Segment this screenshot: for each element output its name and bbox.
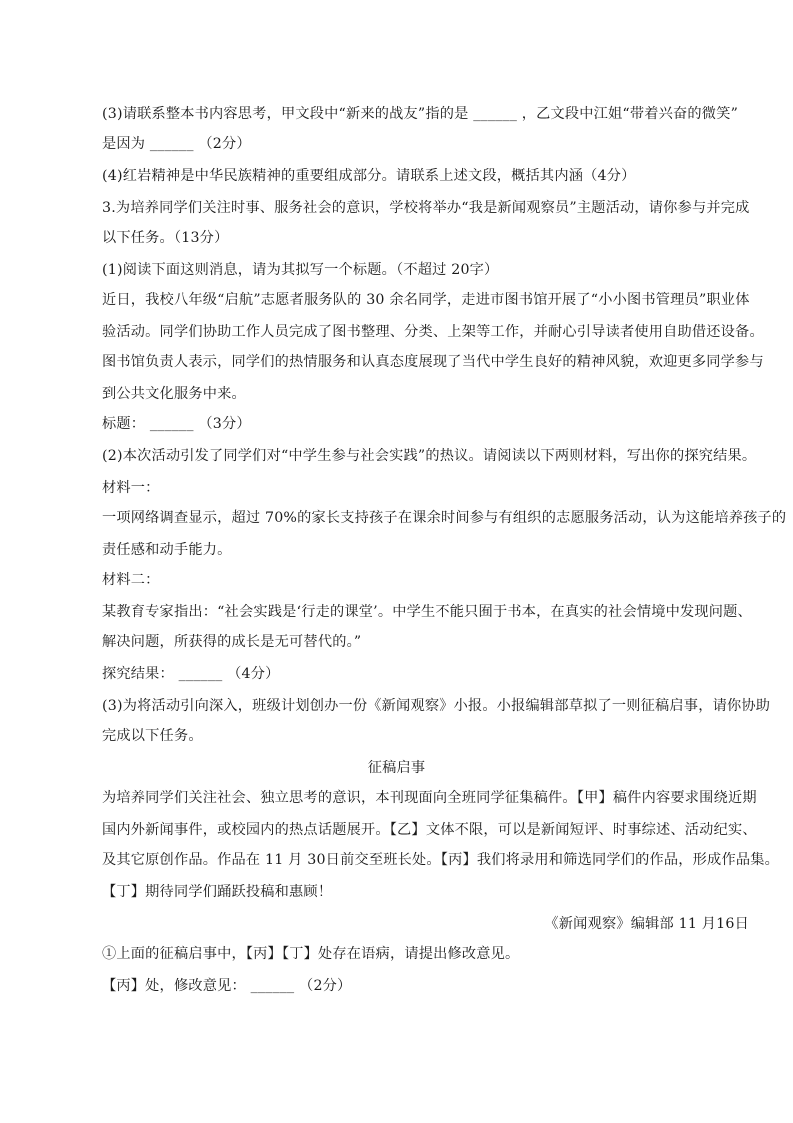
material-1-line-1: 一项网络调查显示，超过 70%的家长支持孩子在课余时间参与有组织的志愿服务活动，认为这能培养孩子的 bbox=[102, 510, 787, 526]
task-1-answer-line: 【丙】处，修改意见： ______ （2分） bbox=[102, 978, 352, 994]
news-paragraph-line-3: 图书馆负责人表示，同学们的热情服务和认真态度展现了当代中学生良好的精神风貌，欢迎更多同学参与 bbox=[102, 354, 764, 370]
explore-answer-line: 探究结果： ______ （4分） bbox=[102, 666, 280, 682]
question-3-3-line-2: 是因为 ______ （2分） bbox=[102, 136, 251, 152]
notice-line-3: 及其它原创作品。作品在 11 月 30日前交至班长处。【丙】我们将录用和筛选同学们的作品，形成作品集。 bbox=[102, 852, 779, 868]
material-2-line-1: 某教育专家指出：“社会实践是‘行走的课堂’。中学生不能只囿于书本，在真实的社会情境中发现问题、 bbox=[102, 604, 752, 620]
notice-title: 征稿启事 bbox=[367, 760, 426, 776]
news-paragraph-line-2: 验活动。同学们协助工作人员完成了图书整理、分类、上架等工作，并耐心引导读者使用自助借还设备。 bbox=[102, 324, 764, 340]
news-paragraph-line-4: 到公共文化服务中来。 bbox=[102, 386, 246, 402]
title-answer-line: 标题： ______ （3分） bbox=[102, 416, 251, 432]
subquestion-2-prompt: (2)本次活动引发了同学们对“中学生参与社会实践”的热议。请阅读以下两则材料，写出你的探究结果。 bbox=[102, 448, 757, 464]
material-2-label: 材料二： bbox=[102, 572, 160, 588]
subquestion-3-line-1: (3)为将活动引向深入，班级计划创办一份《新闻观察》小报。小报编辑部草拟了一则征稿启事，请你协助 bbox=[102, 698, 771, 714]
notice-line-1: 为培养同学们关注社会、独立思考的意识，本刊现面向全班同学征集稿件。【甲】稿件内容要求围绕近期 bbox=[102, 790, 757, 806]
news-paragraph-line-1: 近日，我校八年级“启航”志愿者服务队的 30 余名同学，走进市图书馆开展了“小小图书管理员”职业体 bbox=[102, 292, 750, 308]
task-1-prompt: ①上面的征稿启事中，【丙】【丁】处存在语病，请提出修改意见。 bbox=[102, 946, 520, 962]
subquestion-1-prompt: (1)阅读下面这则消息，请为其拟写一个标题。（不超过 20字） bbox=[102, 262, 499, 278]
material-1-label: 材料一： bbox=[102, 480, 160, 496]
question-3-3-line-1: (3)请联系整本书内容思考，甲文段中“新来的战友”指的是 ______ ，乙文段中江姐“带着兴奋的微笑” bbox=[102, 106, 739, 122]
material-1-line-2: 责任感和动手能力。 bbox=[102, 542, 232, 558]
question-3-4: (4)红岩精神是中华民族精神的重要组成部分。请联系上述文段，概括其内涵（4分） bbox=[102, 168, 636, 184]
notice-line-4: 【丁】期待同学们踊跃投稿和惠顾！ bbox=[102, 884, 333, 900]
material-2-line-2: 解决问题，所获得的成长是无可替代的。” bbox=[102, 634, 362, 650]
question-3-intro-line-1: 3.为培养同学们关注时事、服务社会的意识，学校将举办“我是新闻观察员”主题活动，请你参与并完成 bbox=[102, 200, 750, 216]
notice-signature: 《新闻观察》编辑部 11 月16日 bbox=[544, 916, 749, 932]
subquestion-3-line-2: 完成以下任务。 bbox=[102, 728, 203, 744]
notice-line-2: 国内外新闻事件，或校园内的热点话题展开。【乙】文体不限，可以是新闻短评、时事综述、活动纪实、 bbox=[102, 822, 757, 838]
question-3-intro-line-2: 以下任务。（13分） bbox=[102, 230, 229, 246]
